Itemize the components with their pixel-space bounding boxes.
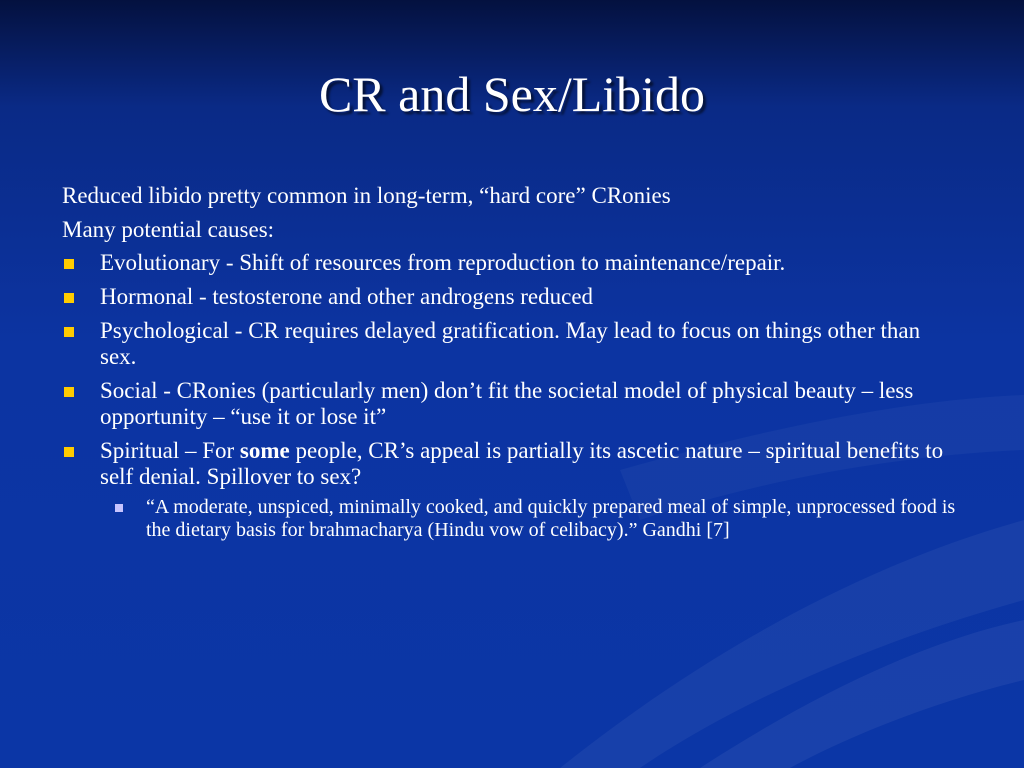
- sub-bullet-item: [100, 496, 962, 542]
- intro-line: Reduced libido pretty common in long-term, “hard core” CRonies: [62, 183, 671, 208]
- intro-line: Many potential causes:: [62, 217, 275, 242]
- gandhi-quote: “A moderate, unspiced, minimally cooked, and quickly prepared meal of simple, unprocessed food is the dietary basis for brahmacharya (Hindu vow of celibacy).” Gandhi [7]: [146, 496, 956, 541]
- bullet-text: Psychological - CR requires delayed gratification. May lead to focus on things other than sex.: [100, 318, 921, 369]
- bullet-text: [100, 438, 943, 489]
- square-bullet-icon: [64, 293, 74, 303]
- bullet-item: [62, 318, 962, 370]
- bullet-list: [62, 250, 962, 542]
- bullet-text: Hormonal - testosterone and other androgens reduced: [100, 284, 594, 309]
- square-bullet-icon: [64, 447, 74, 457]
- slide-title: CR and Sex/Libido: [318, 66, 706, 122]
- square-bullet-icon: [64, 327, 74, 337]
- bullet-item: [62, 284, 962, 310]
- slide-body: [62, 182, 962, 550]
- bullet-item: [62, 250, 962, 276]
- spiritual-text-start: Spiritual – For: [100, 438, 240, 463]
- bullet-text: Evolutionary - Shift of resources from reproduction to maintenance/repair.: [100, 250, 786, 275]
- spiritual-emphasis: some: [239, 438, 290, 463]
- sub-bullet-list: [100, 496, 962, 542]
- square-bullet-icon: [64, 387, 74, 397]
- square-sub-bullet-icon: [115, 504, 123, 512]
- bullet-item: [62, 378, 962, 430]
- square-bullet-icon: [64, 259, 74, 269]
- bullet-item-spiritual: [62, 438, 962, 542]
- bullet-text: Social - CRonies (particularly men) don’t fit the societal model of physical beauty – less opportunity – “use it or lose it”: [100, 378, 914, 429]
- spiritual-text-end: people, CR’s appeal is partially its ascetic nature – spiritual benefits to self denial. Spillover to sex?: [100, 438, 944, 489]
